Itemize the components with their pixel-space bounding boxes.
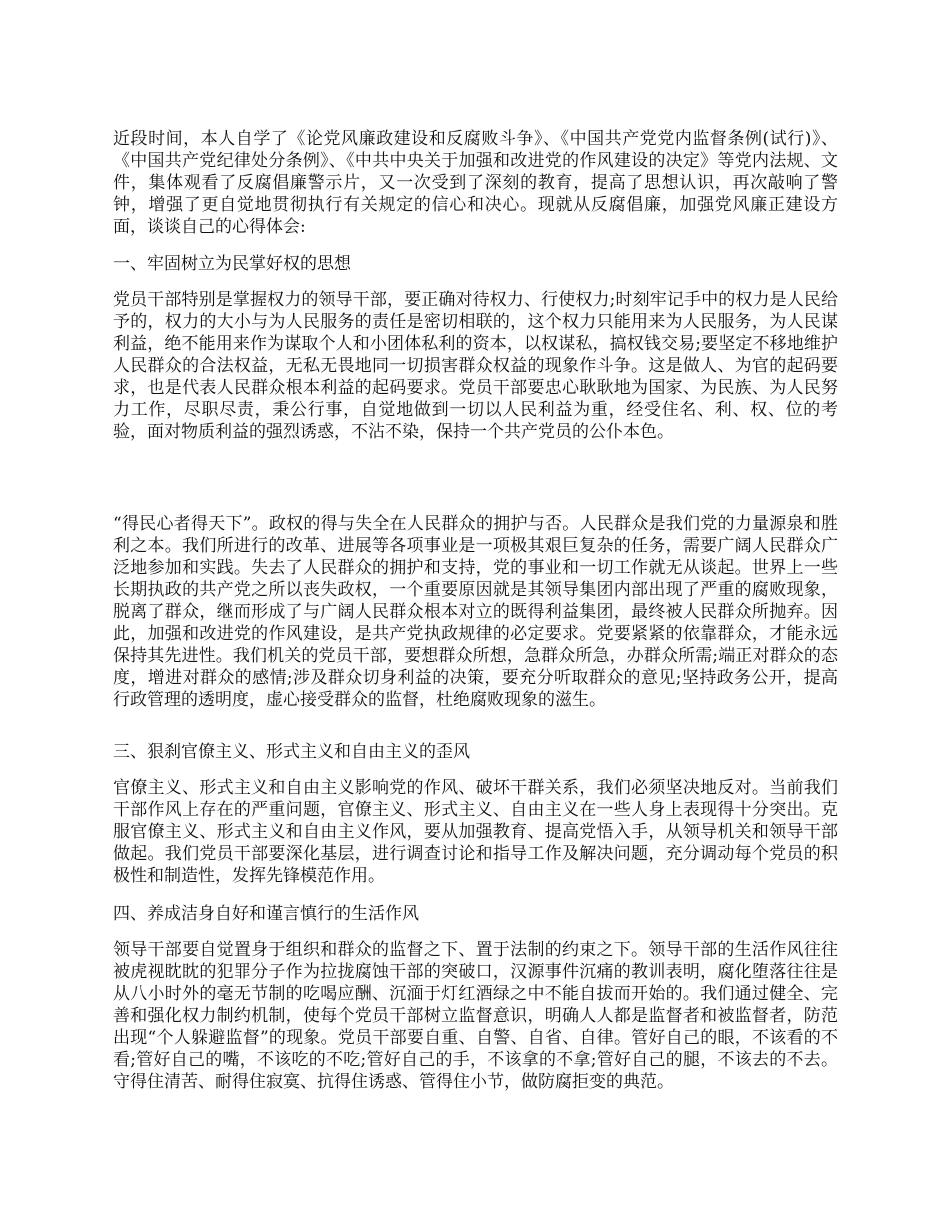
section-1-heading: 一、牢固树立为民掌好权的思想 [113,254,351,274]
section-3-paragraph: 官僚主义、形式主义和自由主义影响党的作风、破坏干群关系，我们必须坚决地反对。当前我们干部作风上存在的严重问题，官僚主义、形式主义、自由主义在一些人身上表现得十分突出。克服官僚主义、形式主义和自由主义作风，要从加强教育、提高党悟入手，从领导机关和领导干部做起。我们党员干部要深化基层，进行调查讨论和指导工作及解决问题，充分调动每个党员的积极性和制造性，发挥先锋模范作用。 [113,778,838,886]
section-1-paragraph: 党员干部特别是掌握权力的领导干部，要正确对待权力、行使权力;时刻牢记手中的权力是人民给予的，权力的大小与为人民服务的责任是密切相联的，这个权力只能用来为人民服务，为人民谋利益，绝不能用来作为谋取个人和小团体私利的资本，以权谋私，搞权钱交易;要坚定不移地维护人民群众的合法权益，无私无畏地同一切损害群众权益的现象作斗争。这是做人、为官的起码要求，也是代表人民群众根本利益的起码要求。党员干部要忠心耿耿地为国家、为民族、为人民努力工作，尽职尽责，秉公行事，自觉地做到一切以人民利益为重，经受住名、利、权、位的考验，面对物质利益的强烈诱惑，不沾不染，保持一个共产党员的公仆本色。 [113,290,838,442]
section-2-paragraph: “得民心者得天下”。政权的得与失全在人民群众的拥护与否。人民群众是我们党的力量源泉和胜利之本。我们所进行的改革、进展等各项事业是一项极其艰巨复杂的任务，需要广阔人民群众广泛地参加和实践。失去了人民群众的拥护和支持，党的事业和一切工作就无从谈起。世界上一些长期执政的共产党之所以丧失政权，一个重要原因就是其领导集团内部出现了严重的腐败现象，脱离了群众，继而形成了与广阔人民群众根本对立的既得利益集团，最终被人民群众所抛弃。因此，加强和改进党的作风建设，是共产党执政规律的必定要求。党要紧紧的依靠群众，才能永远保持其先进性。我们机关的党员干部，要想群众所想，急群众所急，办群众所需;端正对群众的态度，增进对群众的感情;涉及群众切身利益的决策，要充分听取群众的意见;坚持政务公开，提高行政管理的透明度，虚心接受群众的监督，杜绝腐败现象的滋生。 [113,514,838,710]
intro-paragraph: 近段时间，本人自学了《论党风廉政建设和反腐败斗争》、《中国共产党党内监督条例(试行)》、《中国共产党纪律处分条例》、《中共中央关于加强和改进党的作风建设的决定》等党内法规、文件，集体观看了反腐倡廉警示片，又一次受到了深刻的教育，提高了思想认识，再次敲响了警钟，增强了更自觉地贯彻执行有关规定的信心和决心。现就从反腐倡廉，加强党风廉正建设方面，谈谈自己的心得体会: [113,129,838,237]
section-4-paragraph: 领导干部要自觉置身于组织和群众的监督之下、置于法制的约束之下。领导干部的生活作风往往被虎视眈眈的犯罪分子作为拉拢腐蚀干部的突破口，汉源事件沉痛的教训表明，腐化堕落往往是从八小时外的毫无节制的吃喝应酬、沉湎于灯红酒绿之中不能自拔而开始的。我们通过健全、完善和强化权力制约机制，使每个党员干部树立监督意识，明确人人都是监督者和被监督者，防范出现“个人躲避监督”的现象。党员干部要自重、自警、自省、自律。管好自己的眼，不该看的不看;管好自己的嘴，不该吃的不吃;管好自己的手，不该拿的不拿;管好自己的腿，不该去的不去。守得住清苦、耐得住寂寞、抗得住诱惑、管得住小节，做防腐拒变的典范。 [113,940,838,1092]
section-3-heading: 三、狠刹官僚主义、形式主义和自由主义的歪风 [113,742,470,762]
section-4-heading: 四、养成洁身自好和谨言慎行的生活作风 [113,904,419,924]
